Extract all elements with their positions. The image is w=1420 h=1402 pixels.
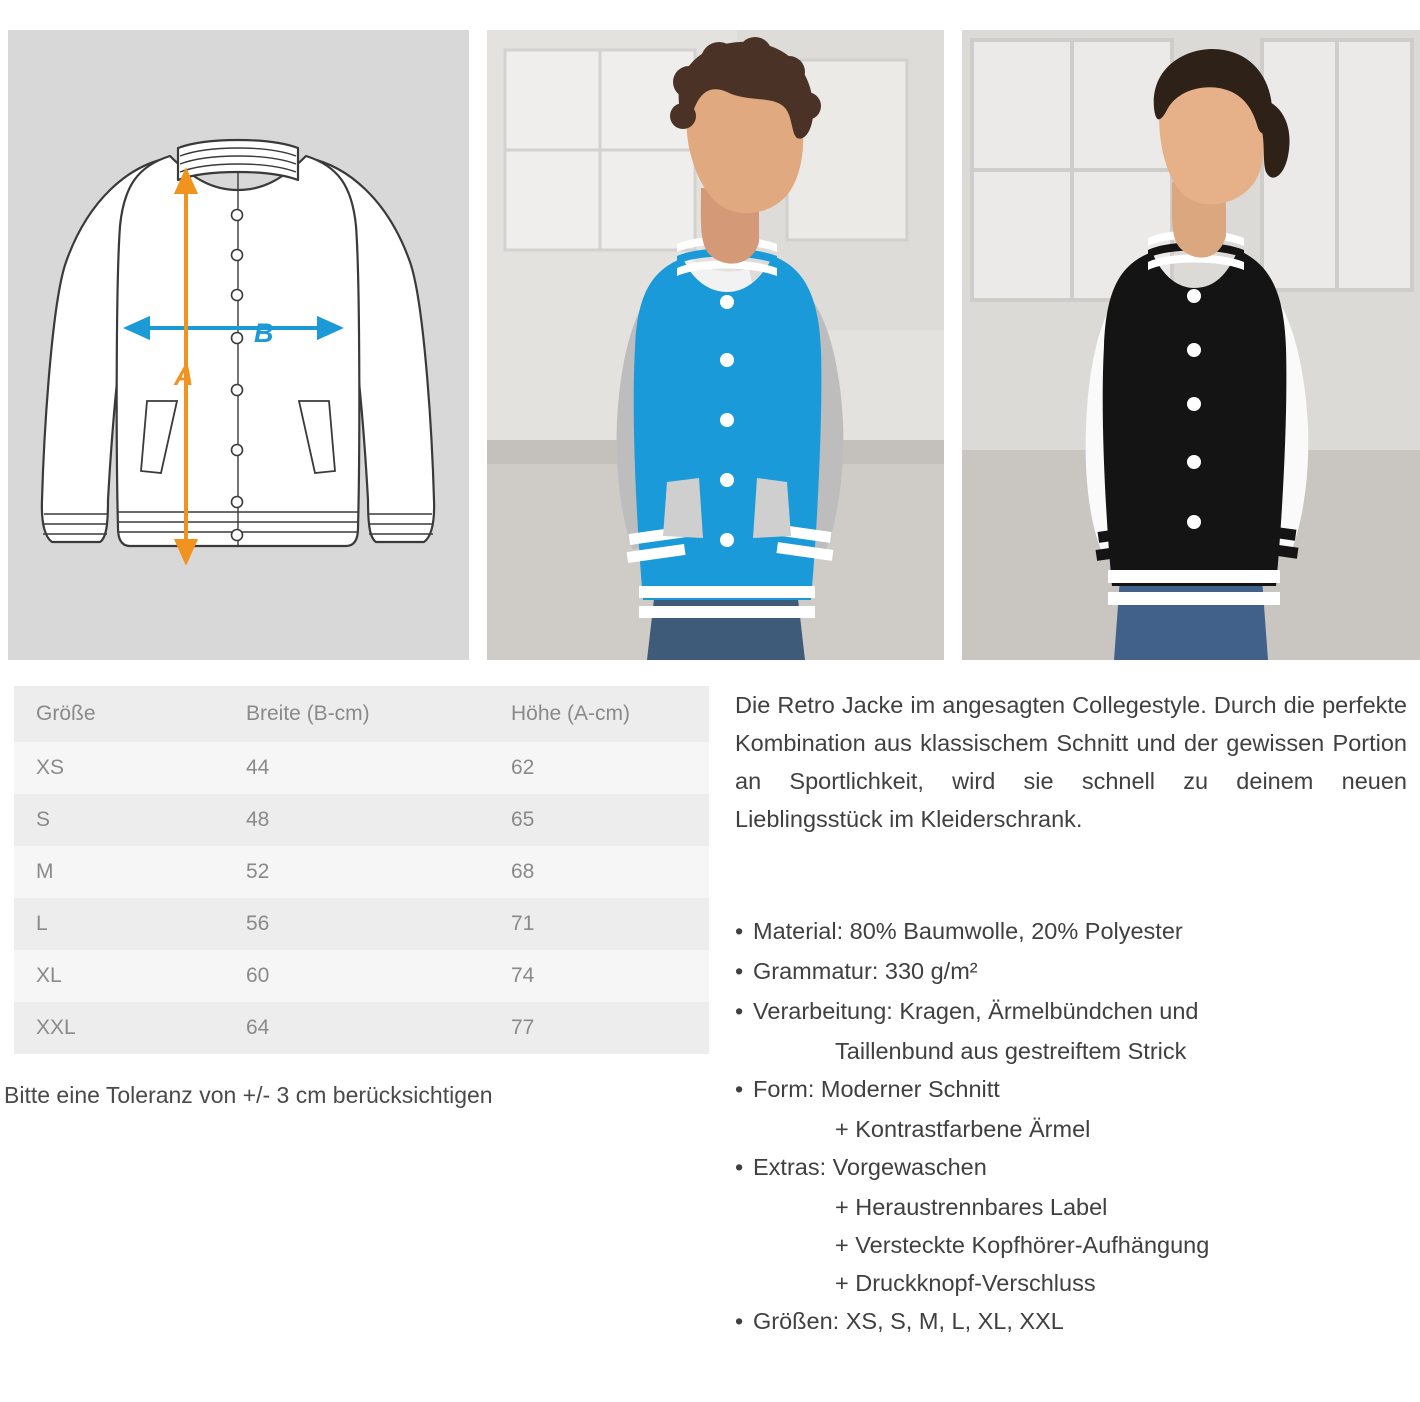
feature-subtext: + Druckknopf-Verschluss	[835, 1270, 1096, 1296]
bullet-icon: •	[735, 1154, 744, 1180]
cell-height: 68	[489, 846, 709, 898]
table-row	[14, 794, 709, 846]
cell-size: M	[14, 846, 224, 898]
technical-drawing-panel	[8, 30, 469, 660]
cell-width: 52	[224, 846, 489, 898]
tolerance-note: Bitte eine Toleranz von +/- 3 cm berücksichtigen	[4, 1082, 493, 1108]
bullet-icon: •	[735, 958, 744, 984]
cell-width: 48	[224, 794, 489, 846]
cell-height: 71	[489, 898, 709, 950]
cell-width: 64	[224, 1002, 489, 1054]
table-row	[14, 898, 709, 950]
product-description: Die Retro Jacke im angesagten Collegestyle. Durch die perfekte Kombination aus klassischem Schnitt und der gewissen Portion an Sportlichkeit, wird sie schnell zu deinem neuen Lieblingsstück im Kleiderschrank.	[735, 692, 1407, 832]
feature-text: Extras: Vorgewaschen	[753, 1154, 987, 1180]
list-item	[735, 952, 1415, 990]
cell-height: 77	[489, 1002, 709, 1054]
feature-subtext: Taillenbund aus gestreiftem Strick	[835, 1038, 1187, 1064]
table-row	[14, 742, 709, 794]
table-row	[14, 950, 709, 1002]
cell-size: XL	[14, 950, 224, 1002]
feature-text: Grammatur: 330 g/m²	[753, 958, 978, 984]
bullet-icon: •	[735, 998, 744, 1024]
header-height: Höhe (A-cm)	[489, 686, 709, 742]
feature-subtext: + Heraustrennbares Label	[835, 1194, 1108, 1220]
cell-height: 65	[489, 794, 709, 846]
bullet-icon: •	[735, 1308, 744, 1334]
jacket-technical-drawing	[8, 30, 469, 660]
table-row	[14, 846, 709, 898]
female-model-photo	[962, 30, 1420, 660]
cell-width: 60	[224, 950, 489, 1002]
list-item	[735, 912, 1415, 950]
cell-width: 44	[224, 742, 489, 794]
cell-height: 74	[489, 950, 709, 1002]
list-item	[735, 1148, 1415, 1186]
list-item	[735, 992, 1415, 1030]
cell-size: XXL	[14, 1002, 224, 1054]
feature-text: Material: 80% Baumwolle, 20% Polyester	[753, 918, 1183, 944]
cell-width: 56	[224, 898, 489, 950]
cell-size: L	[14, 898, 224, 950]
table-header-row	[14, 686, 709, 742]
bullet-icon: •	[735, 918, 744, 944]
male-model-illustration	[487, 30, 945, 660]
female-model-illustration	[962, 30, 1420, 660]
list-item	[735, 1070, 1415, 1108]
cell-size: S	[14, 794, 224, 846]
table-row	[14, 1002, 709, 1054]
header-size: Größe	[14, 686, 224, 742]
svg-text:B: B	[254, 318, 274, 348]
feature-text: Größen: XS, S, M, L, XL, XXL	[753, 1308, 1064, 1334]
svg-text:A: A	[174, 361, 194, 391]
male-model-photo	[487, 30, 945, 660]
feature-subtext: + Kontrastfarbene Ärmel	[835, 1116, 1091, 1142]
feature-subtext: + Versteckte Kopfhörer-Aufhängung	[835, 1232, 1210, 1258]
product-details-section	[0, 672, 1420, 1402]
cell-height: 62	[489, 742, 709, 794]
list-item	[735, 1302, 1415, 1340]
feature-text: Verarbeitung: Kragen, Ärmelbündchen und	[753, 998, 1199, 1024]
product-image-row	[0, 0, 1420, 660]
header-width: Breite (B-cm)	[224, 686, 489, 742]
size-table	[14, 686, 709, 1054]
feature-text: Form: Moderner Schnitt	[753, 1076, 1000, 1102]
bullet-icon: •	[735, 1076, 744, 1102]
feature-list	[735, 912, 1415, 1342]
cell-size: XS	[14, 742, 224, 794]
